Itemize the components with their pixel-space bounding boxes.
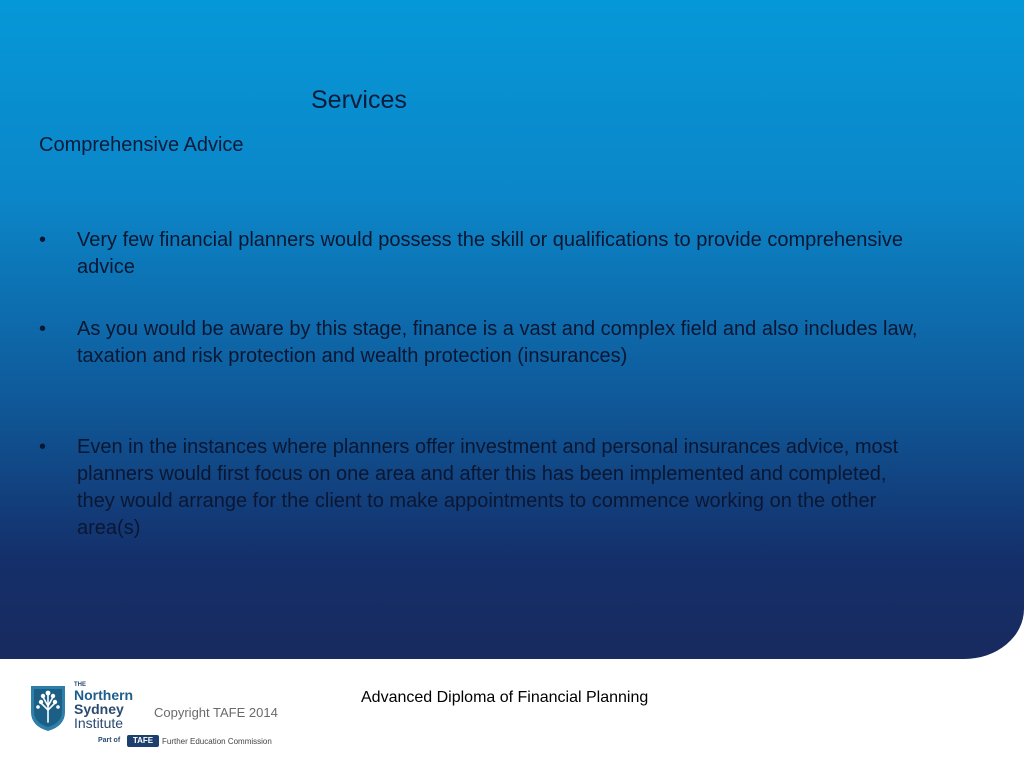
copyright-text: Copyright TAFE 2014 [154, 705, 278, 720]
footer-course-title: Advanced Diploma of Financial Planning [361, 689, 649, 706]
slide-subtitle: Comprehensive Advice [39, 134, 244, 156]
bullet-item [39, 316, 919, 370]
logo-the-text: THE [74, 682, 86, 688]
tree-shield-icon [28, 682, 68, 732]
bullet-marker: • [39, 436, 47, 458]
bullet-text: Even in the instances where planners offer investment and personal insurances advice, most planners would first focus on one area and after this has been implemented and completed, they would arrange for the client to make appointments to commence working on the other area(s) [77, 436, 899, 539]
bullet-text: Very few financial planners would possess the skill or qualifications to provide comprehensive advice [77, 229, 903, 278]
bullet-item [39, 434, 919, 542]
logo-sydney-text: Sydney [74, 701, 124, 717]
logo-institute-text: Institute [74, 715, 124, 731]
tafe-badge: TAFE [127, 735, 159, 747]
logo-part-of-text: Part of [98, 737, 121, 744]
slide-title: Services [311, 86, 407, 114]
bullet-item [39, 227, 919, 281]
bullet-list [39, 227, 919, 542]
bullet-text: As you would be aware by this stage, finance is a vast and complex field and also includes law, taxation and risk protection and wealth protection (insurances) [77, 318, 918, 367]
logo-commission-text: Further Education Commission [162, 737, 272, 746]
bullet-marker: • [39, 229, 47, 251]
logo-northern-text: Northern [74, 687, 134, 703]
bullet-marker: • [39, 318, 47, 340]
